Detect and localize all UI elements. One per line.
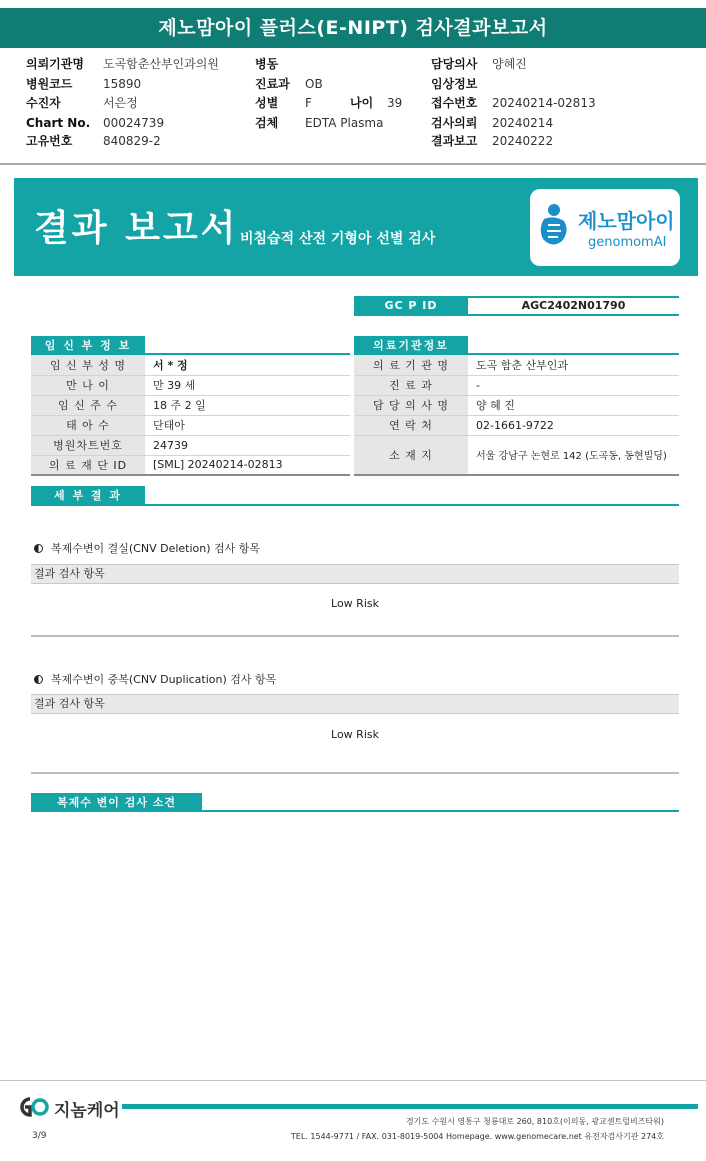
- unique-label: 고유번호: [26, 134, 73, 148]
- header-divider: [0, 163, 706, 165]
- details-rule: [31, 504, 679, 506]
- genomom-logo: [530, 189, 680, 266]
- table-row: [31, 355, 350, 375]
- doctor-label: 담당의사: [431, 57, 478, 71]
- row-value: 서울 강남구 논현로 142 (도곡동, 동현빌딩): [468, 435, 679, 475]
- row-value: 만 39 세: [145, 375, 350, 395]
- chart-label: Chart No.: [26, 116, 91, 130]
- report-title: 제노맘아이 플러스(E-NIPT) 검사결과보고서: [0, 8, 706, 48]
- cnv-deletion-column-header: 결과 검사 항목: [31, 564, 679, 584]
- row-value: 단태아: [145, 415, 350, 435]
- receipt-label: 접수번호: [431, 96, 478, 110]
- row-value: 24739: [145, 435, 350, 455]
- footer-address: 경기도 수원시 영통구 청룡대로 260, 810호(이의동, 광교센트럴비즈타워): [405, 1117, 664, 1126]
- cnv-duplication-heading-text: 복제수변이 중복(CNV Duplication) 검사 항목: [51, 673, 277, 686]
- half-circle-icon: [34, 544, 43, 553]
- half-circle-icon: [34, 675, 43, 684]
- row-label: 연 락 처: [354, 415, 468, 435]
- dept-label: 진료과: [255, 77, 290, 91]
- specimen-label: 검체: [255, 116, 279, 130]
- request-value: 20240214: [492, 116, 554, 130]
- row-value: [SML] 20240214-02813: [145, 455, 350, 475]
- table-row: [354, 415, 679, 435]
- page-number: 3/9: [32, 1131, 47, 1141]
- age-label: 나이: [350, 96, 374, 110]
- row-label: 임 신 부 성 명: [31, 355, 145, 375]
- pregnancy-info-table: [31, 355, 350, 476]
- age-value: 39: [387, 96, 403, 110]
- report-date-value: 20240222: [492, 134, 554, 148]
- gcp-id-box: [354, 296, 679, 316]
- details-title: 세 부 결 과: [31, 486, 145, 505]
- genomecare-logo: [16, 1095, 121, 1119]
- opinion-rule: [31, 810, 679, 812]
- patient-label: 수진자: [26, 96, 61, 110]
- gcp-id-label: GC P ID: [354, 298, 468, 314]
- unique-value: 840829-2: [103, 134, 161, 148]
- institution-label: 의뢰기관명: [26, 57, 84, 71]
- chart-value: 00024739: [103, 116, 165, 130]
- footer-divider: [0, 1080, 706, 1081]
- specimen-value: EDTA Plasma: [305, 116, 384, 130]
- row-label: 병원차트번호: [31, 435, 145, 455]
- table-row: [31, 415, 350, 435]
- gcp-id-value: AGC2402N01790: [521, 299, 626, 312]
- request-label: 검사의뢰: [431, 116, 478, 130]
- logo-english-text: genomomAI: [588, 235, 667, 250]
- hospital-code-value: 15890: [103, 77, 142, 91]
- row-value: 양 혜 진: [468, 395, 679, 415]
- table-row: [31, 375, 350, 395]
- cnv-deletion-heading-text: 복제수변이 결실(CNV Deletion) 검사 항목: [51, 542, 261, 555]
- genomom-mark-icon: [538, 203, 570, 249]
- row-label: 만 나 이: [31, 375, 145, 395]
- receipt-value: 20240214-02813: [492, 96, 596, 110]
- row-label: 진 료 과: [354, 375, 468, 395]
- banner-subtitle: 비침습적 산전 기형아 선별 검사: [240, 231, 436, 247]
- clinical-label: 임상정보: [431, 77, 478, 91]
- opinion-title: 복제수 변이 검사 소견: [31, 793, 202, 812]
- cnv-duplication-result: Low Risk: [331, 728, 379, 741]
- institution-value: 도곡함춘산부인과의원: [103, 57, 219, 71]
- row-label: 소 재 지: [354, 435, 468, 475]
- patient-value: 서은정: [103, 96, 138, 110]
- row-label: 임 신 주 수: [31, 395, 145, 415]
- medical-info-title: 의료기관정보: [354, 336, 468, 355]
- genomecare-logo-text: 지놈케어: [54, 1101, 120, 1121]
- result-banner: [14, 178, 698, 276]
- ward-label: 병동: [255, 57, 279, 71]
- row-value: 02-1661-9722: [468, 415, 679, 435]
- logo-korean-text: 제노맘아이: [578, 209, 675, 233]
- table-row: [354, 435, 679, 475]
- cnv-duplication-heading: [34, 671, 276, 687]
- medical-info-table: [354, 355, 679, 476]
- dept-value: OB: [305, 77, 323, 91]
- table-row: [354, 395, 679, 415]
- table-row: [31, 455, 350, 475]
- hospital-code-label: 병원코드: [26, 77, 73, 91]
- row-value: 18 주 2 일: [145, 395, 350, 415]
- footer-contact: TEL. 1544-9771 / FAX. 031-8019-5004 Homepage. www.genomecare.net 유전자검사기관 274호: [290, 1132, 664, 1141]
- sex-value: F: [305, 96, 312, 110]
- table-row: [31, 435, 350, 455]
- row-label: 담 당 의 사 명: [354, 395, 468, 415]
- cnv-duplication-column-header: 결과 검사 항목: [31, 694, 679, 714]
- table-row: [354, 355, 679, 375]
- row-value: 서 * 정: [145, 355, 350, 375]
- row-value: -: [468, 375, 679, 395]
- table-row: [354, 375, 679, 395]
- cnv-deletion-divider: [31, 635, 679, 637]
- table-row: [31, 395, 350, 415]
- banner-title: 결과 보고서: [34, 208, 239, 249]
- pregnancy-info-title: 임 신 부 정 보: [31, 336, 145, 355]
- footer-accent-bar: [122, 1104, 698, 1109]
- genomecare-mark-icon: [16, 1095, 50, 1119]
- doctor-value: 양혜진: [492, 57, 527, 71]
- cnv-deletion-heading: [34, 540, 260, 556]
- cnv-duplication-divider: [31, 772, 679, 774]
- row-value: 도곡 함춘 산부인과: [468, 355, 679, 375]
- row-label: 의 료 재 단 ID: [31, 455, 145, 475]
- cnv-deletion-result: Low Risk: [331, 597, 379, 610]
- sex-label: 성별: [255, 96, 279, 110]
- row-label: 의 료 기 관 명: [354, 355, 468, 375]
- row-label: 태 아 수: [31, 415, 145, 435]
- report-date-label: 결과보고: [431, 134, 478, 148]
